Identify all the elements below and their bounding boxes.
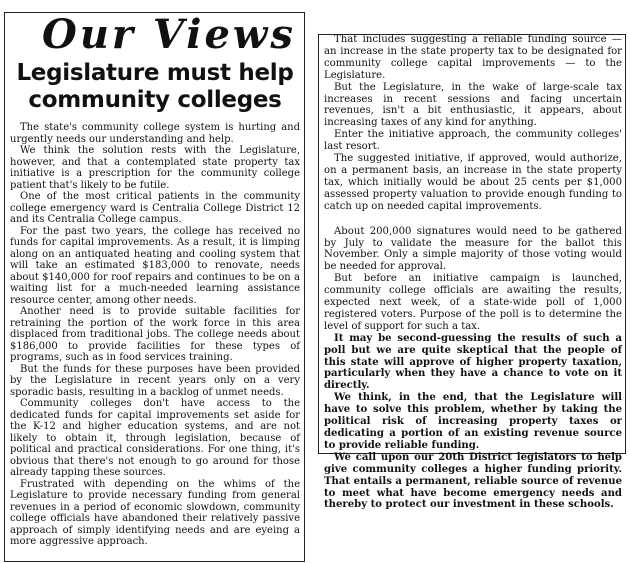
paragraph-bold: We think, in the end, that the Legislature will have to solve this problem, whether by taking the political risk of increasing property taxes or dedicating a portion of an existing revenue source to provide reliable funding. [324, 392, 622, 451]
paragraph: The state's community college system is hurting and urgently needs our understanding and help. [10, 122, 300, 145]
paragraph: Frustrated with depending on the whims of the Legislature to provide necessary funding from general revenues in a period of economic slowdown, community college officials have abandoned their relatively passive approach of simply identifying needs and are eyeing a more aggressive approach. [10, 478, 300, 547]
paragraph: The suggested initiative, if approved, would authorize, on a permanent basis, an increase in the state property tax, which initially would be about 25 cents per $1,000 assessed property valuation to provide enough funding to catch up on needed capital improvements. [324, 153, 622, 212]
paragraph-bold: It may be second-guessing the results of such a poll but we are quite skeptical that the people of this state will approve of higher property taxation, particularly when they have a chance to vote on it directly. [324, 332, 622, 392]
headline: Legislature must help community colleges [16, 60, 294, 113]
paragraph: One of the most critical patients in the community college emergency ward is Centralia College District 12 and its Centralia College campus. [10, 191, 300, 225]
left-column [10, 12, 300, 548]
section-gap [324, 213, 622, 226]
paragraph: That includes suggesting a reliable funding source — an increase in the state property tax to be designated for community college capital improvements — to the Legislature. [324, 34, 622, 81]
paragraph: But the Legislature, in the wake of large-scale tax increases in recent sessions and facing uncertain revenues, isn't a bit enthusiastic, it appears, about increasing taxes of any kind for anything. [324, 81, 622, 129]
paragraph: For the past two years, the college has received no funds for capital improvements. As a result, it is limping along on an antiquated heating and cooling system that will take an estimated $183,000 to renovate, needs about $140,000 for roof repairs and continues to be on a waiting list for a much-needed learning assistance resource center, among other needs. [10, 225, 300, 306]
masthead: Our Views [42, 11, 296, 58]
left-body [10, 122, 300, 548]
paragraph: But before an initiative campaign is launched, community college officials are awaiting the results, expected next week, of a state-wide poll of 1,000 registered voters. Purpose of the poll is to determine the level of support for such a tax. [324, 273, 622, 332]
right-column [324, 34, 622, 511]
paragraph: Another need is to provide suitable facilities for retraining the portion of the work force in this area displaced from traditional jobs. The college needs about $186,000 to provide facilities for these types of programs, such as in food services training. [10, 306, 300, 363]
paragraph: We think the solution rests with the Legislature, however, and that a contemplated state property tax initiative is a prescription for the community college patient that's likely to be futile. [10, 145, 300, 191]
paragraph: Community colleges don't have access to the dedicated funds for capital improvements set aside for the K-12 and higher education systems, and are not likely to obtain it, through legislation, because of political and practical considerations. For one thing, it's obvious that there's not enough to go around for those already tapping these sources. [10, 398, 300, 478]
paragraph: Enter the initiative approach, the community colleges' last resort. [324, 129, 622, 153]
paragraph: About 200,000 signatures would need to be gathered by July to validate the measure for the ballot this November. Only a simple majority of those voting would be needed for approval. [324, 225, 622, 273]
paragraph-bold: We call upon our 20th District legislators to help give community colleges a higher funding priority. That entails a permanent, reliable source of revenue to meet what have become emergency needs and thereby to protect our investment in these schools. [324, 451, 622, 511]
paragraph: But the funds for these purposes have been provided by the Legislature in recent years only on a very sporadic basis, resulting in a backlog of unmet needs. [10, 363, 300, 398]
